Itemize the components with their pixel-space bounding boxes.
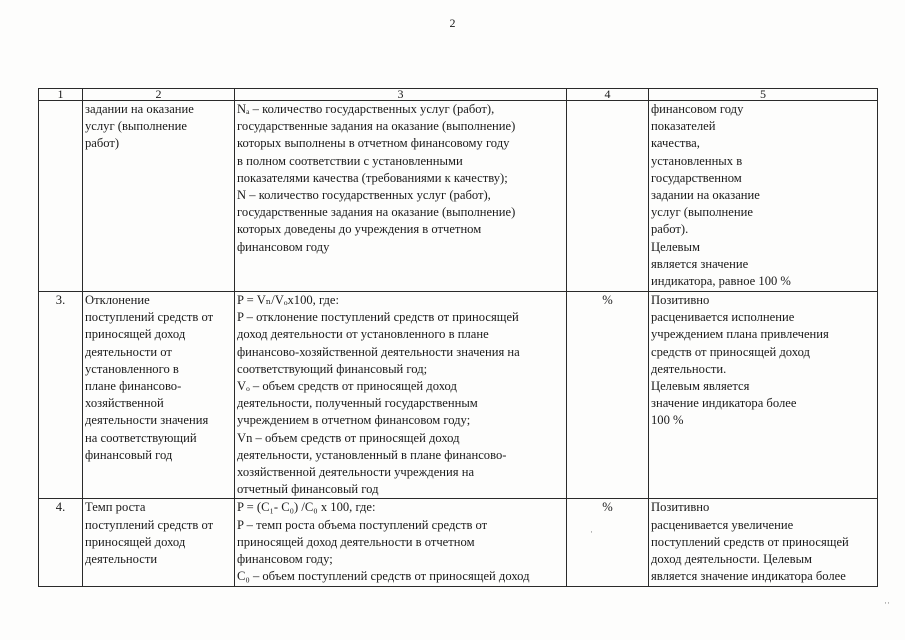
cell-text-line: которых доведены до учреждения в отчетном [237, 222, 482, 237]
cell-text-line: в полном соответствии с установленными [237, 153, 463, 168]
row-number-cell [39, 499, 83, 587]
cell-text-line: учреждением в отчетном финансовом году; [237, 413, 471, 428]
cell-text-line: поступлений средств от [85, 310, 214, 325]
cell-text-line: Vₒ – объем средств от приносящей доход [237, 379, 457, 394]
description-cell [649, 499, 878, 587]
cell-text-line: деятельности от [85, 344, 172, 359]
cell-text-line: хозяйственной деятельности учреждения на [237, 465, 475, 480]
column-header: 1 [39, 89, 83, 101]
formula-cell [235, 101, 567, 292]
cell-text-line: работ). [651, 222, 689, 237]
cell-text-line: финансовом году [651, 102, 744, 116]
cell-text-line: Позитивно [651, 500, 710, 515]
cell-text-line: Позитивно [651, 293, 710, 307]
cell-text-line: качества, [651, 136, 700, 151]
indicators-table [38, 88, 878, 587]
cell-text-line: финансовом году [237, 239, 330, 254]
unit-cell [567, 101, 649, 292]
description-cell [649, 101, 878, 292]
cell-text-line: является значение [651, 256, 749, 271]
cell-text-line: поступлений средств от приносящей [651, 534, 849, 549]
unit-cell [567, 292, 649, 499]
column-header: 4 [567, 89, 649, 101]
cell-text-line: деятельности, полученный государственным [237, 396, 478, 411]
formula-cell [235, 499, 567, 587]
cell-text-line: деятельности [85, 552, 158, 567]
cell-text-line: деятельности, установленный в плане финансово- [237, 447, 507, 462]
unit-cell [567, 499, 649, 587]
cell-text-line: деятельности значения [85, 413, 209, 428]
indicator-name-cell [83, 292, 235, 499]
unit-value: % [602, 500, 613, 515]
cell-text-line: Целевым [651, 239, 700, 254]
cell-text-line: расценивается исполнение [651, 310, 795, 325]
cell-text-line: C₀ – объем поступлений средств от приносящей доход [237, 569, 530, 584]
table-header-row [39, 89, 878, 101]
row-number-cell [39, 101, 83, 292]
cell-text-line: P – отклонение поступлений средств от приносящей [237, 310, 519, 325]
cell-text-line: установленного в [85, 361, 179, 376]
cell-text-line: финансовый год [85, 447, 173, 462]
cell-text-line: Отклонение [85, 293, 150, 307]
cell-text-line: услуг (выполнение [85, 119, 187, 134]
cell-text-line: задании на оказание [85, 102, 194, 116]
cell-text-line: финансовом году; [237, 552, 333, 567]
cell-text-line: P = (C₁- C₀) /C₀ x 100, где: [237, 500, 376, 515]
formula-cell [235, 292, 567, 499]
cell-text-line: плане финансово- [85, 379, 182, 394]
description-cell [649, 292, 878, 499]
cell-text-line: показателей [651, 119, 716, 134]
cell-text-line: 100 % [651, 413, 684, 428]
cell-text-line: является значение индикатора более [651, 569, 846, 584]
scan-mark: ·· [884, 598, 890, 608]
cell-text-line: отчетный финансовый год [237, 482, 379, 497]
row-number: 3. [55, 293, 66, 307]
unit-value: % [602, 293, 613, 307]
scan-mark: · [590, 527, 593, 537]
cell-text-line: учреждением плана привлечения [651, 327, 829, 342]
row-number-cell [39, 292, 83, 499]
cell-text-line: хозяйственной [85, 396, 164, 411]
cell-text-line: установленных в [651, 153, 743, 168]
cell-text-line: показателями качества (требованиями к качеству); [237, 170, 508, 185]
cell-text-line: государственные задания на оказание (выполнение) [237, 205, 516, 220]
cell-text-line: приносящей доход [85, 534, 186, 549]
table-row [39, 292, 878, 499]
cell-text-line: государственные задания на оказание (выполнение) [237, 119, 516, 134]
cell-text-line: деятельности. [651, 361, 727, 376]
cell-text-line: приносящей доход деятельности в отчетном [237, 534, 475, 549]
cell-text-line: Целевым является [651, 379, 750, 394]
cell-text-line: задании на оказание [651, 188, 760, 203]
column-header: 5 [649, 89, 878, 101]
cell-text-line: на соответствующий [85, 430, 197, 445]
table-row [39, 499, 878, 587]
cell-text-line: поступлений средств от [85, 517, 214, 532]
cell-text-line: соответствующий финансовый год; [237, 361, 428, 376]
row-number: 4. [55, 500, 66, 515]
cell-text-line: P = Vₙ/Vₒx100, где: [237, 293, 339, 307]
cell-text-line: значение индикатора более [651, 396, 797, 411]
cell-text-line: средств от приносящей доход [651, 344, 810, 359]
cell-text-line: доход деятельности от установленного в плане [237, 327, 489, 342]
cell-text-line: Темп роста [85, 500, 146, 515]
column-header: 2 [83, 89, 235, 101]
cell-text-line: работ) [85, 136, 120, 151]
cell-text-line: финансово-хозяйственной деятельности значения на [237, 344, 520, 359]
cell-text-line: P – темп роста объема поступлений средств от [237, 517, 488, 532]
indicator-name-cell [83, 499, 235, 587]
cell-text-line: государственном [651, 170, 742, 185]
cell-text-line: которых выполнены в отчетном финансовому году [237, 136, 510, 151]
cell-text-line: приносящей доход [85, 327, 186, 342]
cell-text-line: N – количество государственных услуг (работ), [237, 188, 491, 203]
cell-text-line: услуг (выполнение [651, 205, 753, 220]
cell-text-line: расценивается увеличение [651, 517, 794, 532]
cell-text-line: индикатора, равное 100 % [651, 274, 791, 289]
indicator-name-cell [83, 101, 235, 292]
cell-text-line: доход деятельности. Целевым [651, 552, 813, 567]
page-number: 2 [449, 16, 456, 30]
cell-text-line: Vn – объем средств от приносящей доход [237, 430, 460, 445]
column-header: 3 [235, 89, 567, 101]
table-row [39, 101, 878, 292]
cell-text-line: Nₐ – количество государственных услуг (работ), [237, 102, 495, 116]
